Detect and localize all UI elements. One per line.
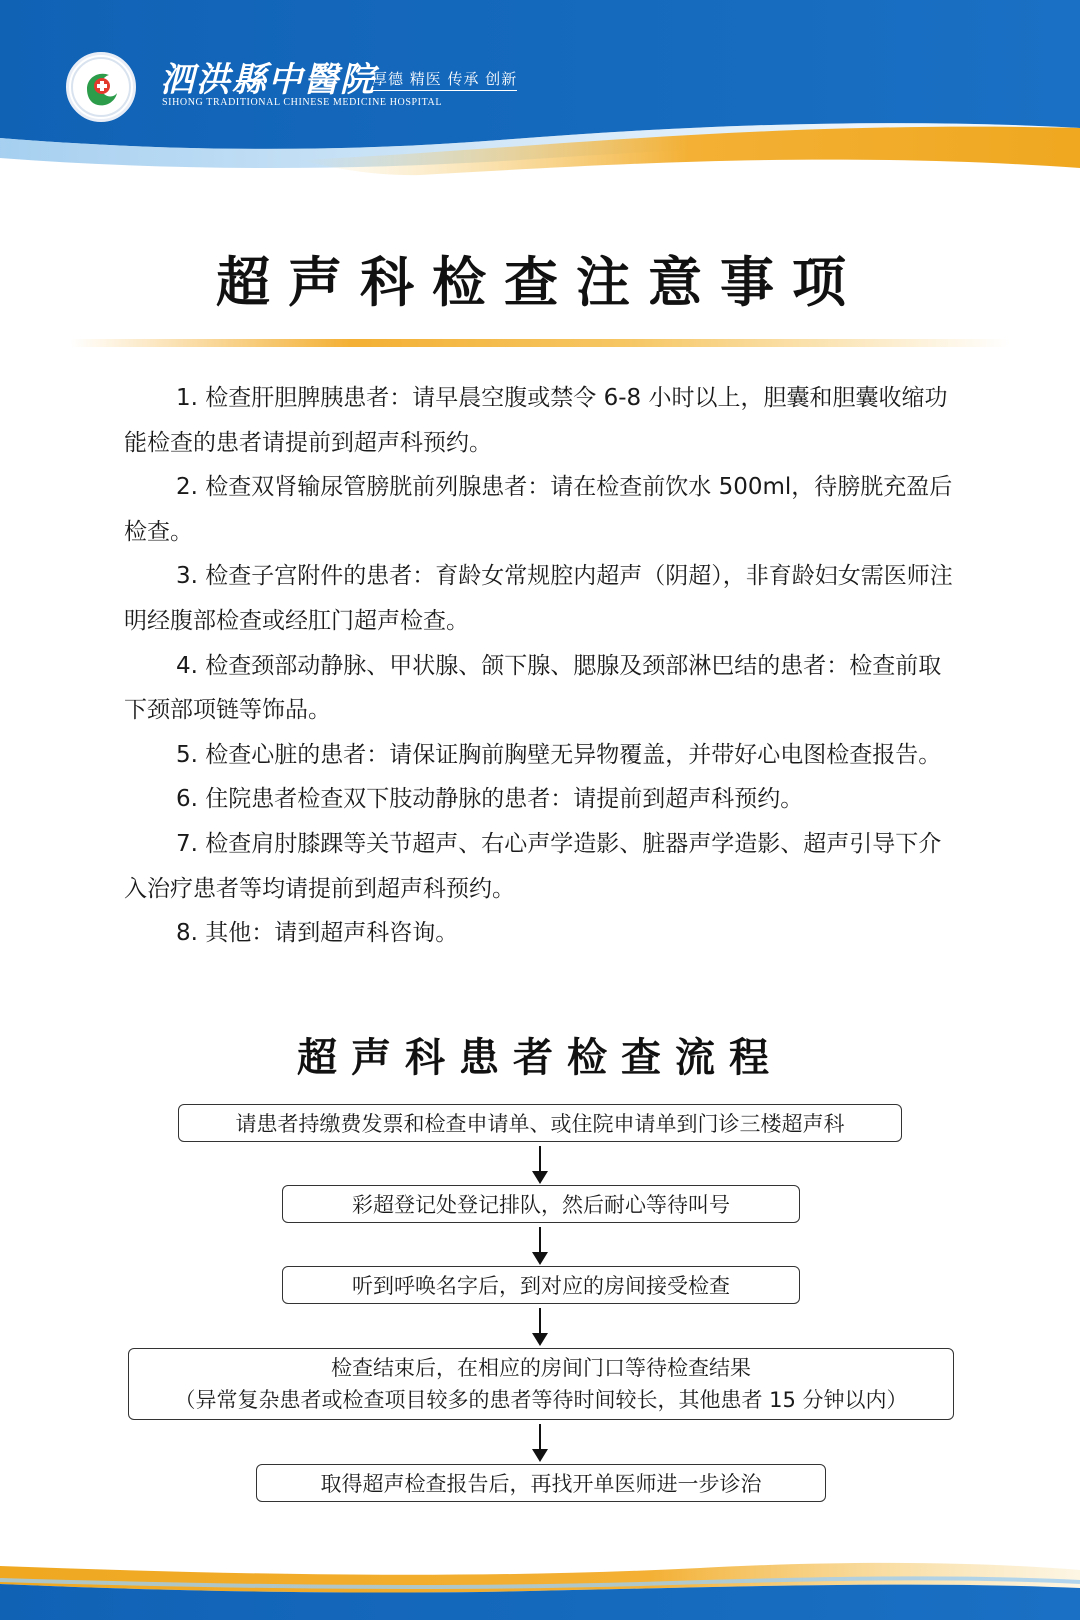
footer-banner	[0, 1540, 1080, 1620]
notice-list	[124, 376, 958, 956]
flow-step-text: 彩超登记处登记排队，然后耐心等待叫号	[352, 1193, 730, 1217]
flow-step-3	[282, 1266, 800, 1304]
flow-step-note: （异常复杂患者或检查项目较多的患者等待时间较长，其他患者 15 分钟以内）	[174, 1388, 908, 1412]
title-divider	[70, 339, 1010, 347]
flow-step-text: 取得超声检查报告后，再找开单医师进一步诊治	[320, 1472, 762, 1496]
flow-step-5	[256, 1464, 826, 1502]
down-arrow-icon	[530, 1227, 550, 1265]
notice-item: 7. 检查肩肘膝踝等关节超声、右心声学造影、脏器声学造影、超声引导下介入治疗患者等均请提前到超声科预约。	[124, 830, 942, 902]
flow-step-text: 请患者持缴费发票和检查申请单、或住院申请单到门诊三楼超声科	[235, 1112, 845, 1136]
header-banner	[0, 0, 1080, 190]
flow-step-4	[128, 1348, 954, 1420]
notice-title: 超声科检查注意事项	[216, 250, 864, 314]
flow-step-1	[178, 1104, 902, 1142]
notice-item: 6. 住院患者检查双下肢动静脉的患者：请提前到超声科预约。	[176, 786, 804, 813]
down-arrow-icon	[530, 1424, 550, 1462]
hospital-logo	[66, 52, 136, 122]
flow-step-text: 听到呼唤名字后，到对应的房间接受检查	[352, 1274, 730, 1298]
notice-item: 1. 检查肝胆脾胰患者：请早晨空腹或禁令 6-8 小时以上，胆囊和胆囊收缩功能检查的患者请提前到超声科预约。	[124, 385, 948, 456]
flow-step-2	[282, 1185, 800, 1223]
flow-title: 超声科患者检查流程	[297, 1034, 783, 1081]
notice-item: 8. 其他：请到超声科咨询。	[176, 920, 459, 947]
hospital-motto: 厚德 精医 传承 创新	[372, 68, 517, 91]
notice-item: 5. 检查心脏的患者：请保证胸前胸壁无异物覆盖，并带好心电图检查报告。	[176, 741, 942, 768]
notice-item: 3. 检查子宫附件的患者：育龄女常规腔内超声（阴超），非育龄妇女需医师注明经腹部检查或经肛门超声检查。	[124, 563, 953, 634]
down-arrow-icon	[530, 1308, 550, 1346]
flow-step-text: 检查结束后，在相应的房间门口等待检查结果	[331, 1356, 751, 1380]
notice-item: 4. 检查颈部动静脉、甲状腺、颌下腺、腮腺及颈部淋巴结的患者：检查前取下颈部项链等饰品。	[124, 652, 942, 724]
notice-item: 2. 检查双肾输尿管膀胱前列腺患者：请在检查前饮水 500ml，待膀胱充盈后检查。	[124, 474, 953, 545]
hospital-name-cn: 泗洪縣中醫院	[160, 60, 376, 100]
footer-wave-graphic	[0, 1540, 1080, 1620]
down-arrow-icon	[530, 1146, 550, 1184]
hospital-name-en: SIHONG TRADITIONAL CHINESE MEDICINE HOSPITAL	[162, 97, 443, 108]
